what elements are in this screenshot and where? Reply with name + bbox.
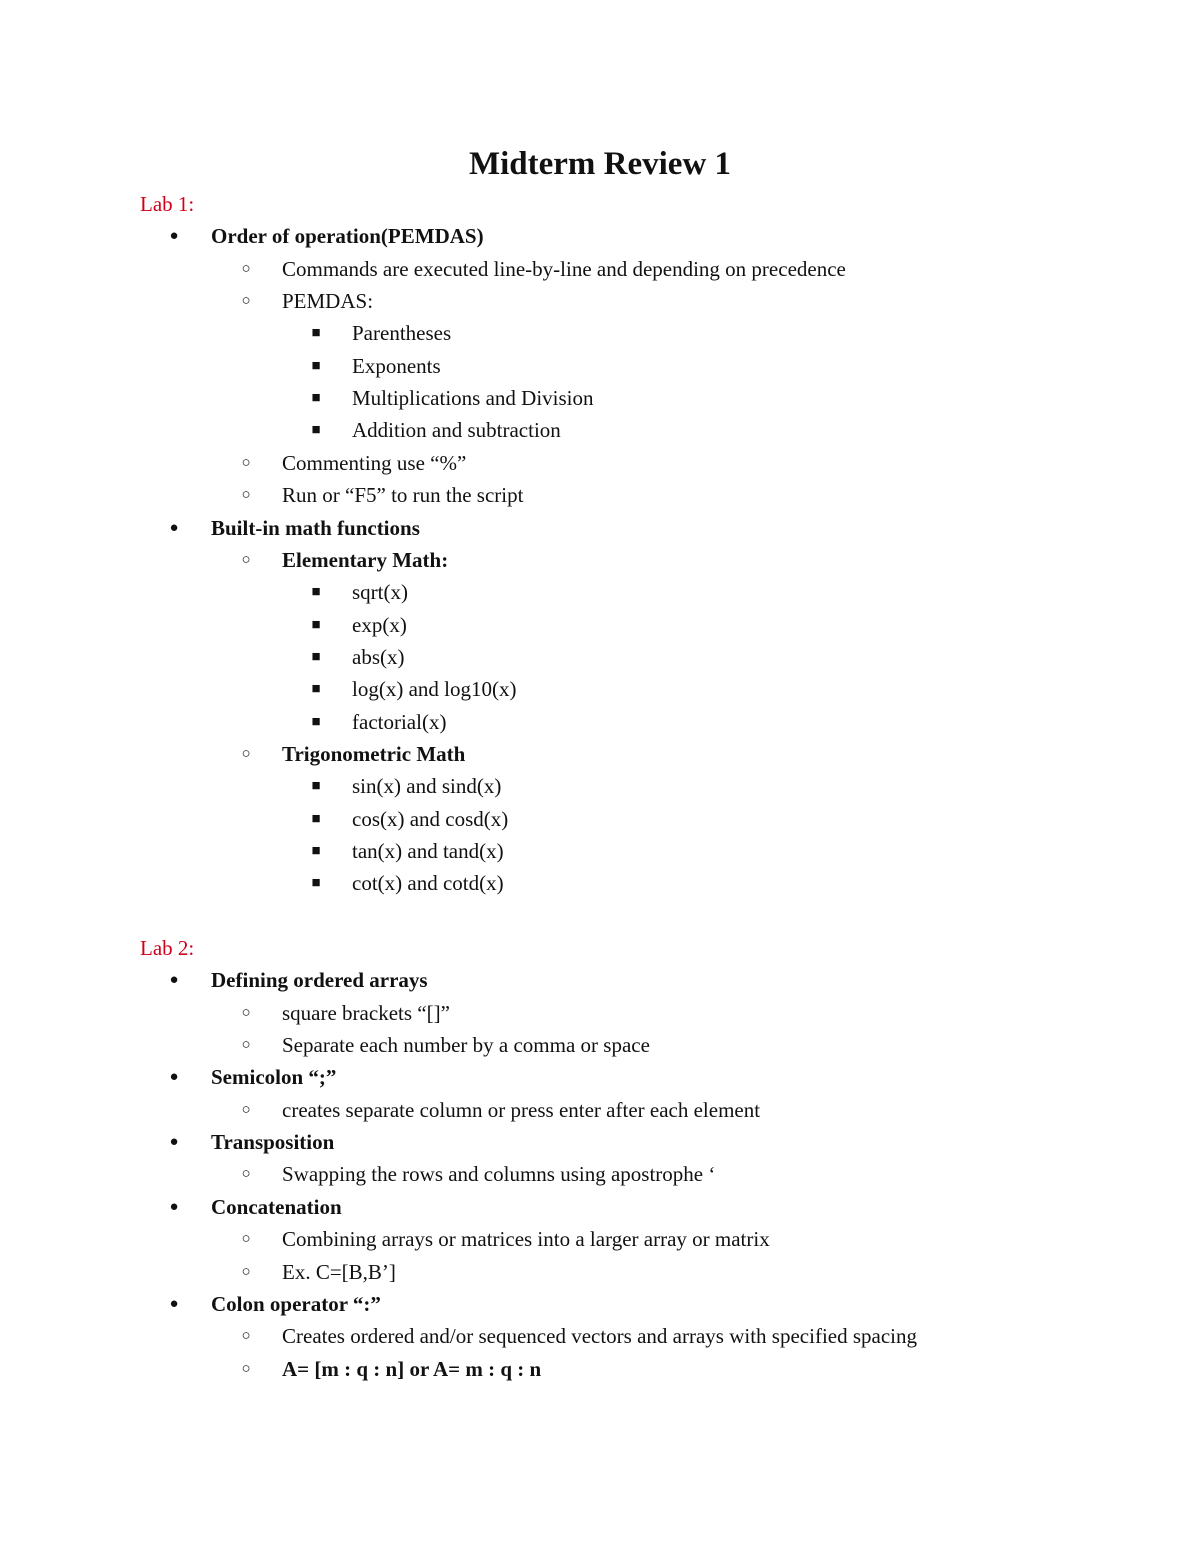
- list-item-level-2: creates separate column or press enter after each element: [282, 1097, 761, 1122]
- square-bullet-icon: ■: [311, 390, 321, 407]
- circle-bullet-icon: ○: [241, 1101, 251, 1118]
- square-bullet-icon: ■: [311, 422, 321, 439]
- list-item-level-3: log(x) and log10(x): [352, 677, 517, 702]
- disc-bullet-icon: ●: [169, 1198, 179, 1215]
- list-item-level-2: PEMDAS:: [282, 289, 374, 314]
- circle-bullet-icon: ○: [241, 1037, 251, 1054]
- list-item-level-2: Run or “F5” to run the script: [282, 483, 524, 508]
- list-item-level-2: Separate each number by a comma or space: [282, 1033, 650, 1058]
- list-item-level-1: Semicolon “;”: [211, 1065, 337, 1090]
- circle-bullet-icon: ○: [241, 260, 251, 277]
- square-bullet-icon: ■: [311, 843, 321, 859]
- list-item-level-2: square brackets “[]”: [282, 1000, 450, 1025]
- square-bullet-icon: ■: [311, 325, 321, 342]
- disc-bullet-icon: ●: [169, 1069, 179, 1086]
- square-bullet-icon: ■: [311, 584, 321, 601]
- list-item-level-1: Order of operation(PEMDAS): [211, 224, 484, 249]
- disc-bullet-icon: ●: [169, 1295, 179, 1312]
- disc-bullet-icon: ●: [169, 228, 179, 245]
- circle-bullet-icon: ○: [241, 293, 251, 310]
- disc-bullet-icon: ●: [169, 972, 179, 989]
- disc-bullet-icon: ●: [169, 519, 179, 536]
- list-item-level-2: Creates ordered and/or sequenced vectors and arrays with specified spacing: [282, 1324, 917, 1349]
- list-item-level-3: Multiplications and Division: [352, 386, 594, 411]
- square-bullet-icon: ■: [311, 681, 321, 698]
- list-item-level-3: sin(x) and sind(x): [352, 774, 502, 799]
- circle-bullet-icon: ○: [241, 1004, 251, 1021]
- circle-bullet-icon: ○: [241, 1231, 251, 1248]
- circle-bullet-icon: ○: [241, 1328, 251, 1345]
- circle-bullet-icon: ○: [241, 487, 251, 504]
- list-item-level-1: Defining ordered arrays: [211, 968, 428, 993]
- circle-bullet-icon: ○: [241, 745, 251, 762]
- square-bullet-icon: ■: [311, 778, 321, 795]
- disc-bullet-icon: ●: [169, 1134, 179, 1151]
- list-item-level-2: A= [m : q : n] or A= m : q : n: [282, 1356, 542, 1381]
- list-item-level-3: abs(x): [352, 644, 405, 669]
- list-item-level-2: Combining arrays or matrices into a larger array or matrix: [282, 1227, 770, 1252]
- list-item-level-1: Colon operator “:”: [211, 1291, 381, 1316]
- square-bullet-icon: ■: [311, 810, 321, 827]
- list-item-level-3: cos(x) and cosd(x): [352, 806, 509, 831]
- list-item-level-1: Concatenation: [211, 1194, 342, 1219]
- list-item-level-3: cot(x) and cotd(x): [352, 871, 504, 896]
- square-bullet-icon: ■: [311, 648, 321, 665]
- square-bullet-icon: ■: [311, 357, 321, 374]
- list-item-level-2: Commenting use “%”: [282, 450, 467, 475]
- circle-bullet-icon: ○: [241, 551, 251, 568]
- list-item-level-3: exp(x): [352, 612, 407, 637]
- section-heading: Lab 2:: [140, 936, 195, 960]
- section-heading: Lab 1:: [140, 192, 195, 216]
- page-title: Midterm Review 1: [468, 146, 732, 182]
- list-item-level-2: Ex. C=[B,B’]: [282, 1259, 396, 1284]
- list-item-level-2: Elementary Math:: [282, 547, 449, 572]
- square-bullet-icon: ■: [311, 616, 321, 633]
- list-item-level-2: Commands are executed line-by-line and depending on precedence: [282, 256, 846, 281]
- square-bullet-icon: ■: [311, 713, 321, 730]
- list-item-level-3: tan(x) and tand(x): [352, 839, 504, 863]
- circle-bullet-icon: ○: [241, 1263, 251, 1280]
- list-item-level-2: Trigonometric Math: [282, 741, 466, 766]
- list-item-level-1: Built-in math functions: [211, 515, 420, 540]
- list-item-level-1: Transposition: [211, 1130, 335, 1155]
- circle-bullet-icon: ○: [241, 454, 251, 471]
- list-item-level-2: Swapping the rows and columns using apostrophe ‘: [282, 1162, 716, 1187]
- list-item-level-3: sqrt(x): [352, 580, 408, 605]
- list-item-level-3: Exponents: [352, 353, 441, 378]
- square-bullet-icon: ■: [311, 875, 321, 892]
- list-item-level-3: Parentheses: [352, 321, 452, 346]
- list-item-level-3: factorial(x): [352, 709, 447, 734]
- circle-bullet-icon: ○: [241, 1360, 251, 1377]
- circle-bullet-icon: ○: [241, 1166, 251, 1183]
- list-item-level-3: Addition and subtraction: [352, 418, 561, 443]
